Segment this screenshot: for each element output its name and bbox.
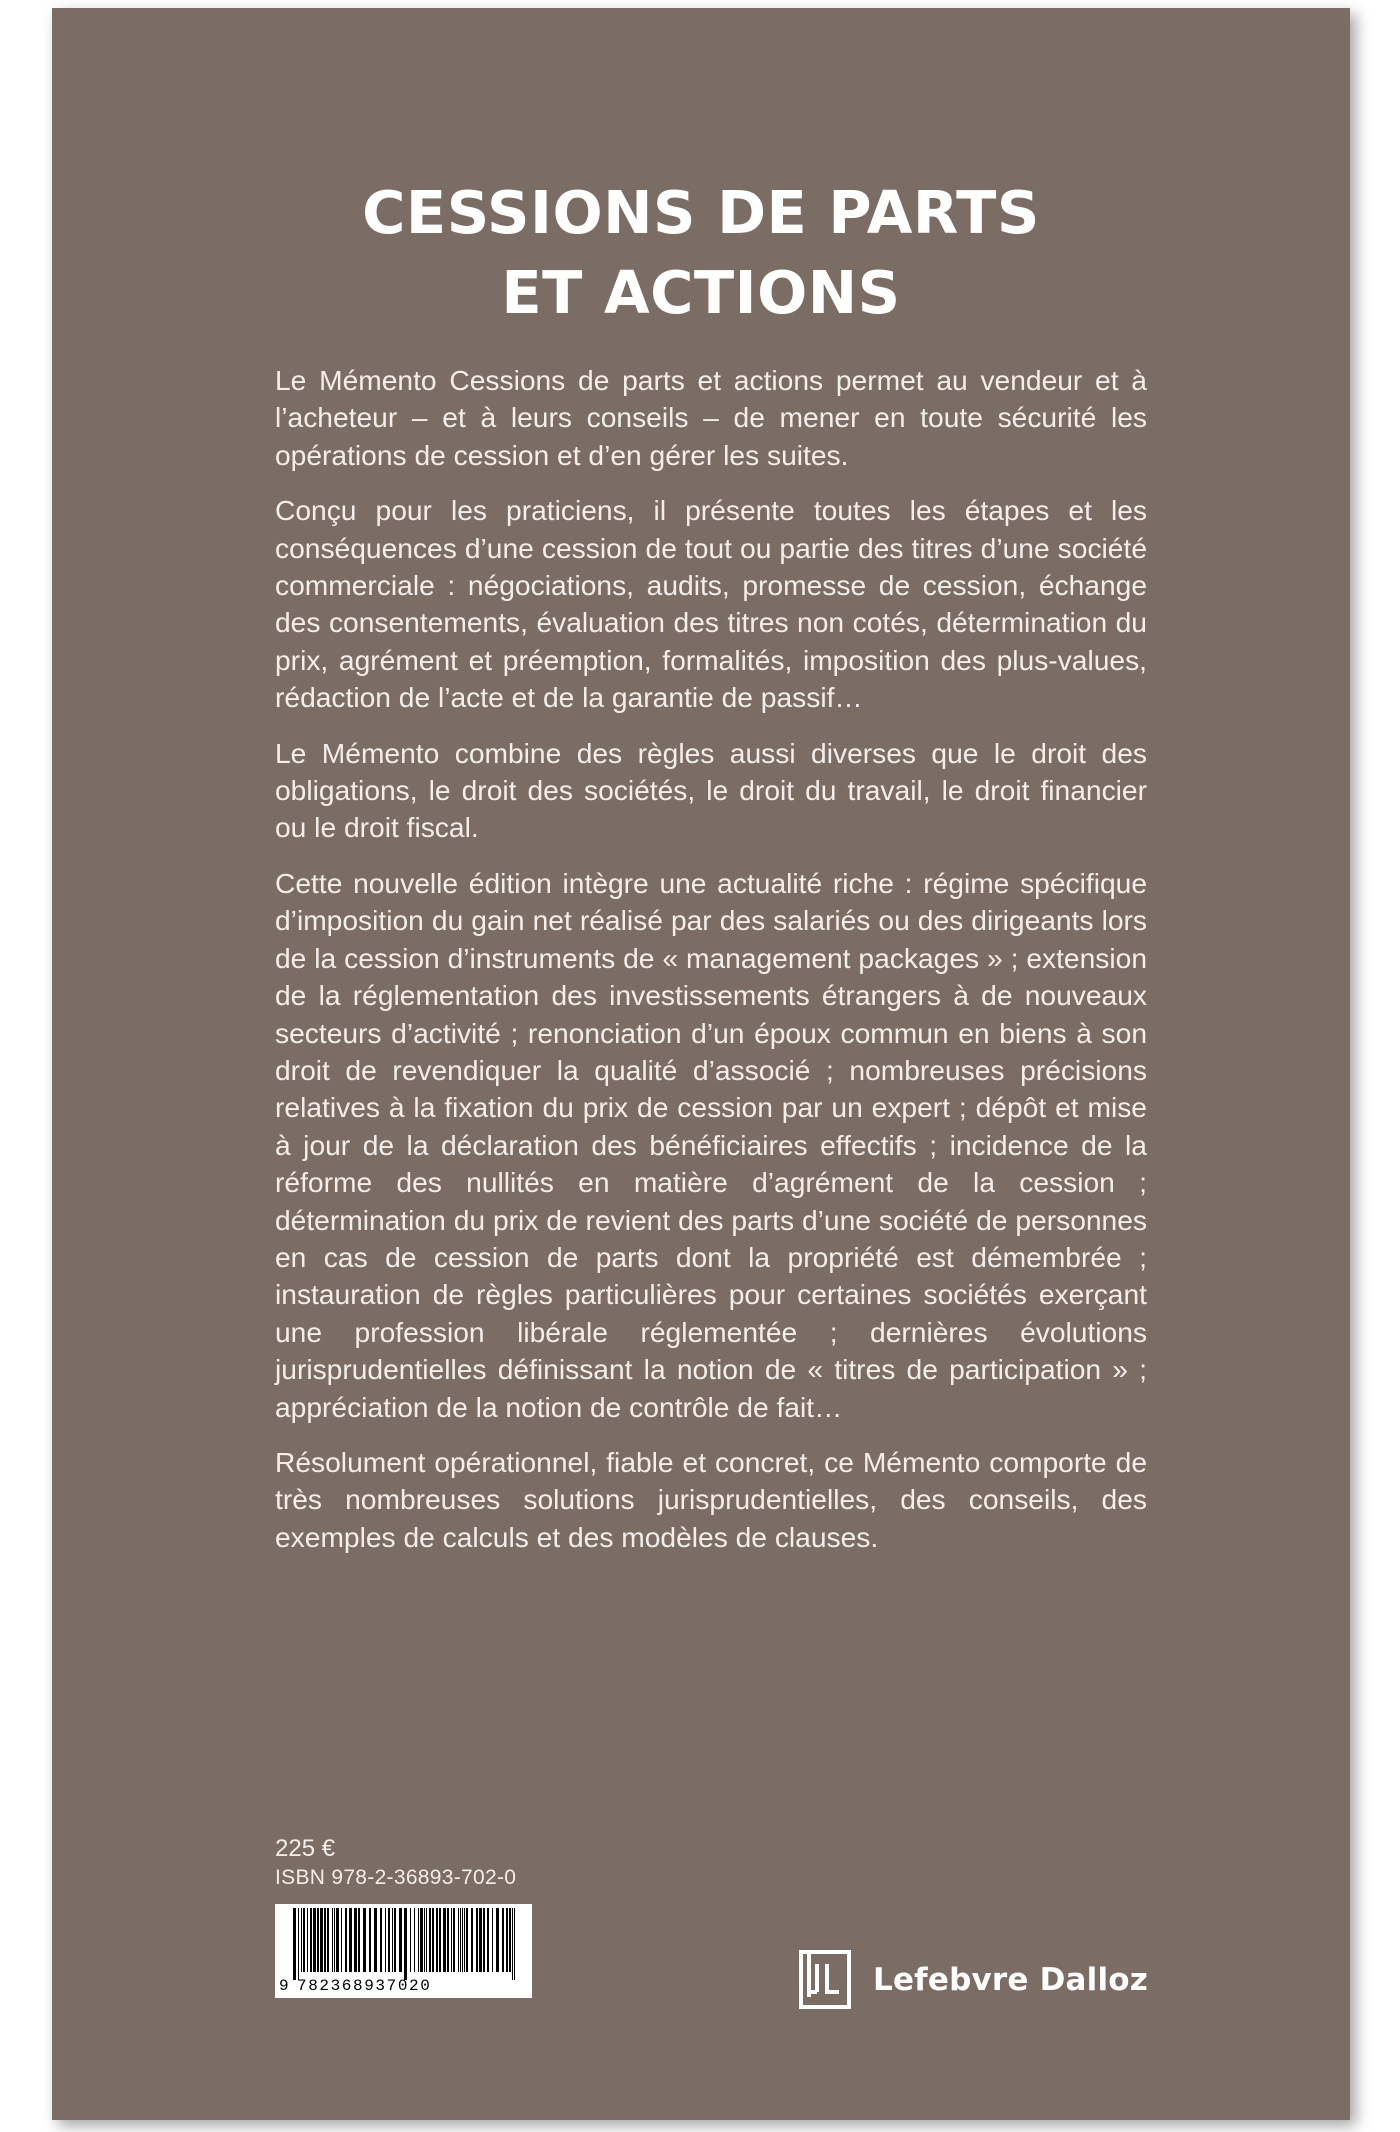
barcode-bar	[410, 1908, 411, 1972]
barcode-bar	[310, 1908, 312, 1972]
barcode-bar	[301, 1908, 302, 1972]
book-title	[52, 173, 1350, 333]
barcode-bar	[496, 1908, 499, 1972]
barcode-bar	[349, 1908, 352, 1972]
barcode-bar	[502, 1908, 504, 1972]
book-title-line-2: ET ACTIONS	[501, 258, 901, 327]
barcode-bar	[458, 1908, 459, 1972]
price: 225 €	[275, 1835, 336, 1862]
barcode-bar	[436, 1908, 438, 1972]
barcode-bar	[460, 1908, 461, 1972]
barcode-bar	[471, 1908, 473, 1972]
lefebvre-dalloz-logo-icon	[795, 1948, 855, 2011]
barcode-bar	[334, 1908, 335, 1972]
barcode-bar	[363, 1908, 366, 1972]
publisher-logo	[795, 1948, 1148, 2011]
barcode-bar	[388, 1908, 390, 1972]
barcode-bar	[439, 1908, 441, 1972]
barcode-bar	[320, 1908, 323, 1972]
blurb-paragraph-1: Le Mémento Cessions de parts et actions permet au vendeur et à l’acheteur – et à leurs conseils – de mener en toute sécurité les opérations de cession et d’en gérer les suites.	[275, 364, 1147, 471]
barcode-bar	[418, 1908, 419, 1972]
barcode-number: 782368937020	[297, 1977, 432, 1995]
barcode-bar	[313, 1908, 316, 1972]
blurb-paragraph-2: Conçu pour les praticiens, il présente toutes les étapes et les conséquences d’une cession de tout ou partie des titres d’une société commerciale : négociations, audits, promesse de cession, échange des consentements, évaluation des titres non cotés, détermination du prix, agrément et préemption, formalités, imposition des plus-values, rédaction de l’acte et de la garantie de passif…	[275, 494, 1147, 714]
barcode-bar	[420, 1908, 423, 1972]
barcode-bar	[483, 1908, 485, 1972]
barcode-bar	[345, 1908, 347, 1972]
barcode-bar	[443, 1908, 446, 1972]
back-cover	[52, 8, 1350, 2120]
barcode-bar	[341, 1908, 342, 1972]
barcode-bar	[509, 1908, 511, 1972]
barcode-bar	[476, 1908, 478, 1972]
barcode-bar	[307, 1908, 308, 1972]
barcode-bar	[514, 1908, 515, 1980]
publisher-name: Lefebvre Dalloz	[873, 1961, 1149, 1998]
barcode-bar	[451, 1908, 452, 1972]
barcode-bar	[512, 1908, 513, 1980]
barcode-bar	[336, 1908, 339, 1972]
blurb-paragraph-5: Résolument opérationnel, fiable et concret, ce Mémento comporte de très nombreuses solutions jurisprudentielles, des conseils, des exemples de calculs et des modèles de clauses.	[275, 1445, 1147, 1553]
barcode-bar	[424, 1908, 425, 1972]
blurb-paragraph-4: Cette nouvelle édition intègre une actualité riche : régime spécifique d’imposition du gain net réalisé par des salariés ou des dirigeants lors de la cession d’instruments de « management packages » ; extension de la réglementation des investissements étrangers à de nouveaux secteurs d’activité ; renonciation d’un époux commun en biens à son droit de revendiquer la qualité d’associé ; nombreuses précisions relatives à la fixation du prix de cession par un expert ; dépôt et mise à jour de la déclaration des bénéficiaires effectifs ; incidence de la réforme des nullités en matière d’agrément de la cession ; détermination du prix de revient des parts d’une société de personnes en cas de cession de parts dont la propriété est démembrée ; instauration de règles particulières pour certaines sociétés exerçant une profession libérale réglementée ; dernières évolutions jurisprudentielles définissant la notion de « titres de participation » ; appréciation de la notion de contrôle de fait…	[275, 866, 1147, 1423]
barcode-bar	[394, 1908, 396, 1972]
barcode-bar	[324, 1908, 326, 1972]
barcode-bar	[447, 1908, 449, 1972]
blurb	[275, 362, 1147, 1574]
barcode-bar	[380, 1908, 382, 1972]
barcode-bar	[429, 1908, 431, 1972]
barcode-bar	[404, 1908, 407, 1980]
barcode-bar	[298, 1908, 299, 1980]
barcode-bar	[385, 1908, 386, 1972]
barcode-bar	[453, 1908, 455, 1972]
barcode-bar	[293, 1908, 296, 1980]
barcode-bar	[487, 1908, 489, 1972]
barcode-bar	[358, 1908, 360, 1972]
barcode-bar	[462, 1908, 463, 1972]
barcode-bar	[506, 1908, 508, 1972]
barcode	[275, 1904, 532, 1998]
barcode-bar	[466, 1908, 468, 1972]
barcode-bar	[332, 1908, 333, 1972]
barcode-bar	[374, 1908, 377, 1972]
barcode-bar	[369, 1908, 371, 1972]
barcode-bar	[392, 1908, 393, 1972]
barcode-bar	[327, 1908, 329, 1972]
barcode-bar	[464, 1908, 465, 1972]
barcode-first-digit: 9	[279, 1977, 291, 1995]
barcode-bar	[354, 1908, 357, 1972]
blurb-paragraph-3: Le Mémento combine des règles aussi diverses que le droit des obligations, le droit des sociétés, le droit du travail, le droit financier ou le droit fiscal.	[275, 736, 1147, 844]
barcode-bar	[426, 1908, 427, 1972]
barcode-bar	[414, 1908, 415, 1972]
barcode-bar	[399, 1908, 402, 1972]
barcode-bar	[479, 1908, 482, 1972]
isbn: ISBN 978-2-36893-702-0	[275, 1866, 517, 1889]
book-title-line-1: CESSIONS DE PARTS	[362, 178, 1040, 247]
barcode-bar	[432, 1908, 434, 1972]
barcode-bar	[317, 1908, 319, 1972]
barcode-bar	[303, 1908, 305, 1972]
barcode-bar	[492, 1908, 493, 1972]
